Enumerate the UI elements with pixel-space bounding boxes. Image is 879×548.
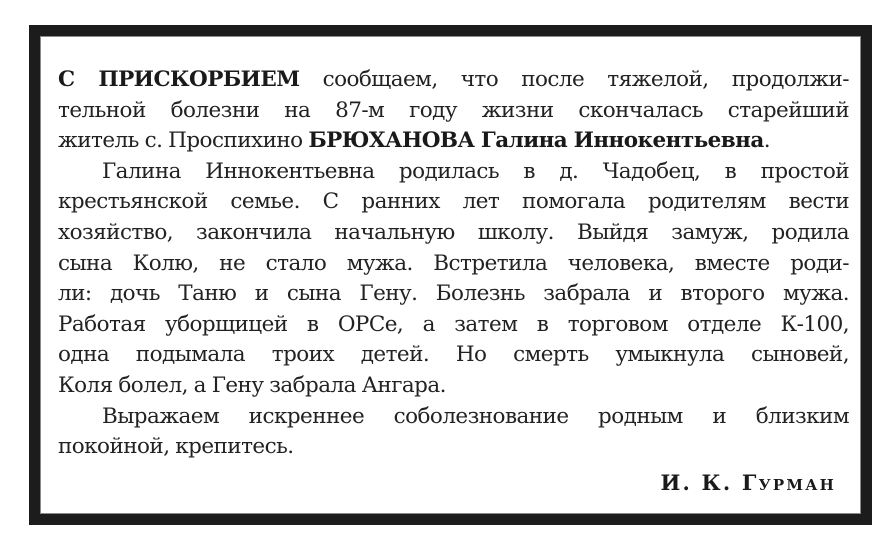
line-text: ли: дочь Таню и сына Гену. Болезнь забрала и второго мужа. — [58, 281, 849, 307]
text-line — [58, 65, 849, 96]
text-line — [58, 340, 849, 371]
line-text: одна подымала троих детей. Но смерть умыкнула сыновей, — [58, 342, 849, 368]
text-line — [58, 310, 849, 341]
text-line — [58, 96, 849, 127]
line-text: Коля болел, а Гену забрала Ангара. — [58, 372, 446, 398]
line-text: крестьянской семье. С ранних лет помогала родителям вести — [58, 189, 849, 215]
text-line — [58, 126, 849, 157]
text-line — [58, 432, 849, 463]
text-line — [58, 279, 849, 310]
deceased-name: БРЮХАНОВА Галина Иннокентьевна — [308, 128, 764, 154]
line-text: хозяйство, закончила начальную школу. Выйдя замуж, родила — [58, 219, 849, 245]
line-text: . — [763, 128, 771, 154]
signature: И. К. Гурман — [660, 470, 836, 495]
bold-lead: С ПРИСКОРБИЕМ — [58, 67, 300, 92]
line-text: Выражаем искреннее соболезнование родным и близким — [102, 403, 849, 429]
line-text: сообщаем, что после тяжелой, продолжи- — [299, 67, 849, 92]
text-line — [58, 187, 849, 218]
text-line — [58, 371, 849, 402]
line-text: житель с. Проспихино — [58, 128, 309, 154]
line-text: сына Колю, не стало мужа. Встретила человека, вместе роди- — [58, 250, 849, 276]
text-line — [58, 249, 849, 280]
text-line — [58, 157, 849, 188]
notice-box — [40, 36, 861, 514]
line-text: Галина Иннокентьевна родилась в д. Чадобец, в простой — [102, 158, 849, 184]
obituary-text — [58, 65, 849, 463]
line-text: тельной болезни на 87-м году жизни скончалась старейший — [58, 97, 849, 123]
line-text: покойной, крепитесь. — [58, 434, 294, 460]
line-text: Работая уборщицей в ОРСе, а затем в торговом отделе К-100, — [58, 311, 849, 337]
text-line — [58, 218, 849, 249]
notice-frame — [29, 25, 872, 525]
text-line — [58, 402, 849, 433]
